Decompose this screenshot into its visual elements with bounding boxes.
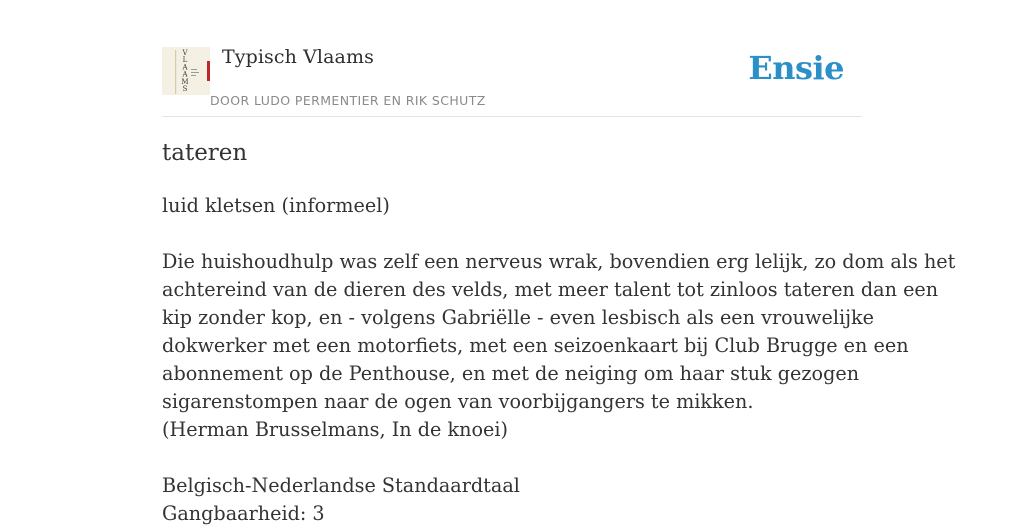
example-line: Die huishoudhulp was zelf een nerveus wrak, bovendien erg lelijk, zo dom als het [162,250,956,273]
book-authors: DOOR LUDO PERMENTIER EN RIK SCHUTZ [210,93,486,108]
ensie-logo-link[interactable]: Ensie [748,49,844,87]
language-tag: Belgisch-Nederlandse Standaardtaal [162,474,520,497]
logo-letter: L [182,56,188,65]
entry-word: tateren [162,140,248,166]
spacer [162,444,866,472]
usage-frequency: Gangbaarheid: 3 [162,502,325,525]
book-title[interactable]: Typisch Vlaams [222,46,374,68]
entry-definition: luid kletsen (informeel) [162,194,390,217]
example-source: (Herman Brusselmans, In de knoei) [162,418,508,441]
site-header [162,44,862,117]
example-line: sigarenstompen naar de ogen van voorbijgangers te mikken. [162,390,754,413]
spacer [162,220,866,248]
logo-letter: S [182,85,188,93]
logo-letter: M [181,77,189,86]
example-line: kip zonder kop, en - volgens Gabriëlle - even lesbisch als een vrouwelijke [162,306,875,329]
example-line: abonnement op de Penthouse, en met de neiging om haar stuk gezogen [162,362,860,385]
logo-letter: A [182,63,188,72]
logo-letter: A [182,70,188,79]
book-cover-logo-icon[interactable] [162,47,210,95]
book-cover-image [162,47,210,95]
logo-letter: V [182,49,188,57]
example-line: dokwerker met een motorfiets, met een seizoenkaart bij Club Brugge en een [162,334,909,357]
example-line: achtereind van de dieren des velds, met meer talent tot zinloos tateren dan een [162,278,939,301]
entry-content [162,192,956,528]
